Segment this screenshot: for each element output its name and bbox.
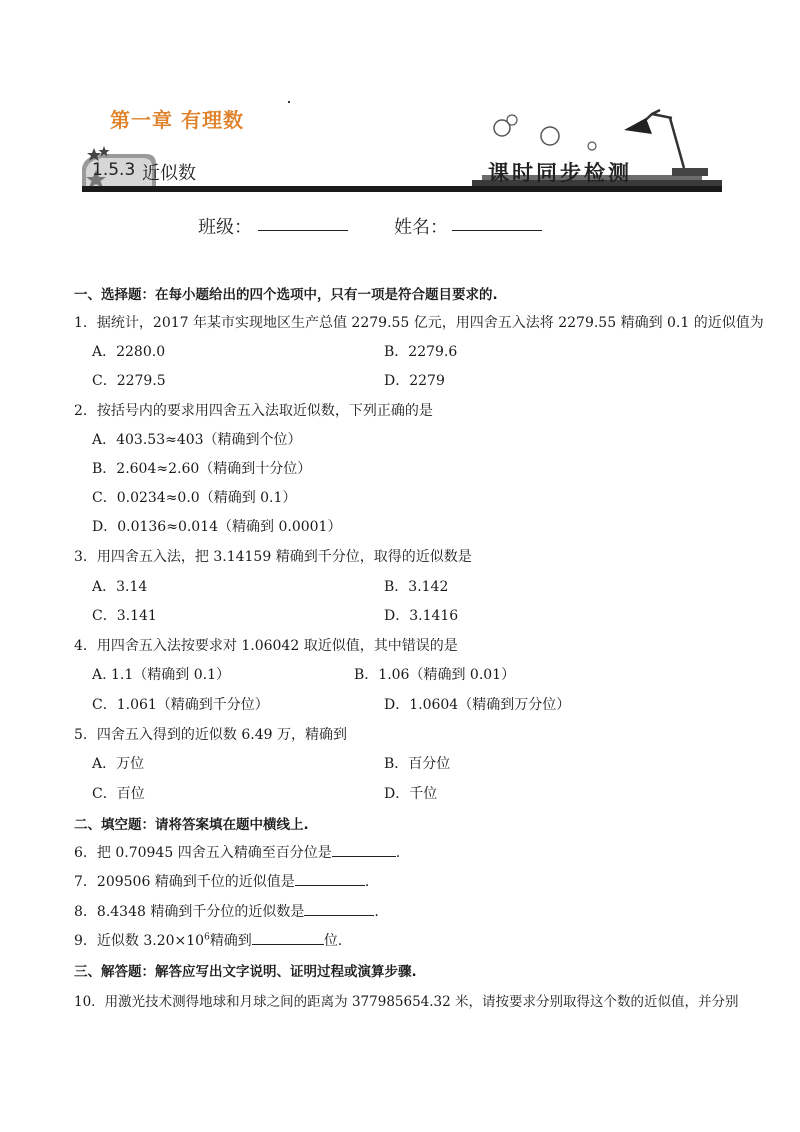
question-9-end: 位.: [323, 933, 343, 949]
question-6-text: 6．把 0.70945 四舍五入精确至百分位是: [74, 845, 332, 861]
question-5-option-d: D．千位: [384, 786, 438, 802]
question-6: [74, 842, 400, 862]
question-4-stem: 4．用四舍五入法按要求对 1.06042 取近似值，其中错误的是: [74, 638, 458, 654]
question-3-option-b: B．3.142: [384, 579, 449, 595]
lamp-shade: [624, 118, 652, 134]
dot-mark: [288, 101, 290, 103]
question-2-stem: 2．按括号内的要求用四舍五入法取近似数，下列正确的是: [74, 403, 433, 419]
question-5-stem: 5．四舍五入得到的近似数 6.49 万，精确到: [74, 727, 347, 743]
question-1-option-b: B．2279.6: [384, 344, 458, 360]
question-6-blank[interactable]: [332, 842, 396, 857]
question-6-end: .: [395, 845, 401, 861]
question-7: [74, 871, 369, 891]
section3-heading: 三、解答题：解答应写出文字说明、证明过程或演算步骤.: [74, 964, 417, 980]
question-9-mid: 精确到: [209, 933, 252, 949]
question-8-blank[interactable]: [304, 901, 374, 916]
section-name: 近似数: [142, 163, 196, 184]
question-7-blank[interactable]: [295, 871, 365, 886]
class-blank[interactable]: [258, 230, 348, 231]
question-8-text: 8．8.4348 精确到千分位的近似数是: [74, 904, 305, 920]
bubble-icon: [588, 142, 596, 150]
question-4-option-d: D．1.0604（精确到万分位）: [384, 697, 571, 713]
name-blank[interactable]: [452, 230, 542, 231]
section1-heading: 一、选择题：在每小题给出的四个选项中，只有一项是符合题目要求的.: [74, 287, 498, 303]
class-label: 班级：: [198, 217, 252, 238]
question-7-end: .: [364, 874, 370, 890]
question-9-exponent: 6: [204, 932, 210, 943]
question-5-option-a: A．万位: [92, 756, 145, 772]
question-1-option-d: D．2279: [384, 373, 445, 389]
question-1-option-a: A．2280.0: [92, 344, 166, 360]
question-8-end: .: [374, 904, 379, 920]
bubble-icon: [541, 127, 559, 145]
question-8: [74, 901, 379, 921]
question-4-option-c: C．1.061（精确到千分位）: [92, 697, 269, 713]
question-9: [74, 930, 342, 950]
question-1-option-c: C．2279.5: [92, 373, 166, 389]
name-label: 姓名：: [394, 217, 448, 238]
question-2-option-c: C．0.0234≈0.0（精确到 0.1）: [92, 490, 297, 506]
question-9-blank[interactable]: [252, 930, 324, 945]
question-4-option-b: B．1.06（精确到 0.01）: [354, 667, 516, 683]
question-3-option-a: A．3.14: [92, 579, 148, 595]
question-3-option-d: D．3.1416: [384, 608, 459, 624]
question-4-option-a: A. 1.1（精确到 0.1）: [92, 667, 230, 683]
desk-lamp-icon: [637, 110, 704, 170]
sync-test-label: 课时同步检测: [488, 160, 632, 185]
question-2-option-d: D．0.0136≈0.014（精确到 0.0001）: [92, 519, 342, 535]
question-2-option-b: B．2.604≈2.60（精确到十分位）: [92, 461, 312, 477]
question-5-option-b: B．百分位: [384, 756, 451, 772]
bubble-icon: [507, 115, 517, 125]
question-3-option-c: C．3.141: [92, 608, 157, 624]
question-10-stem: 10．用激光技术测得地球和月球之间的距离为 377985654.32 米，请按要求分别取得这个数的近似值，并分别: [74, 994, 739, 1010]
question-7-text: 7．209506 精确到千位的近似值是: [74, 874, 295, 890]
question-5-option-c: C．百位: [92, 786, 145, 802]
question-9-text: 9．近似数 3.20×10: [74, 933, 205, 949]
question-2-option-a: A．403.53≈403（精确到个位）: [92, 432, 302, 448]
question-1-stem: 1．据统计，2017 年某市实现地区生产总值 2279.55 亿元，用四舍五入法将 2279.55 精确到 0.1 的近似值为: [74, 315, 764, 331]
section-number: 1.5.3: [92, 160, 136, 180]
chapter-title: 第一章 有理数: [110, 108, 244, 132]
section2-heading: 二、填空题：请将答案填在题中横线上.: [74, 817, 309, 833]
question-3-stem: 3．用四舍五入法，把 3.14159 精确到千分位，取得的近似数是: [74, 549, 472, 565]
